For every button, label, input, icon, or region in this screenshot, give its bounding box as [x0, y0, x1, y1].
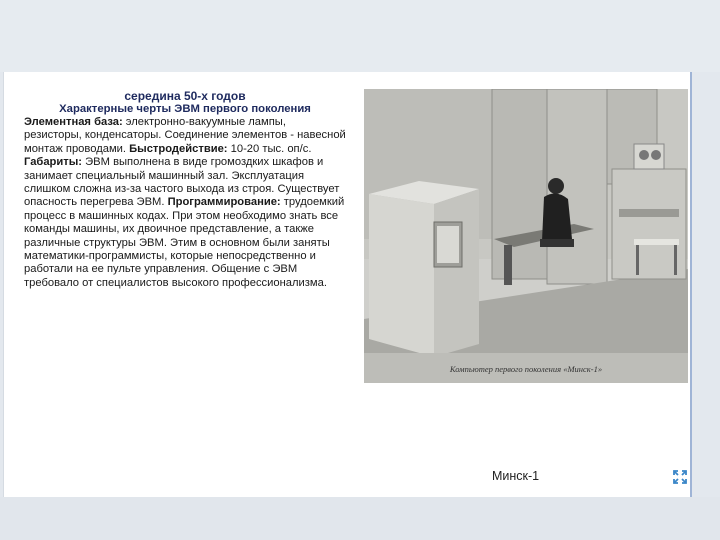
chair-seat: [540, 239, 574, 247]
side-table-top: [634, 239, 679, 245]
tall-cabinet-1: [492, 89, 547, 279]
term-label: Быстродействие:: [129, 142, 228, 155]
term-label: Габариты:: [24, 156, 83, 169]
front-cabinet-left: [369, 194, 434, 357]
operator-body: [542, 193, 572, 241]
operator-head: [548, 178, 564, 194]
expand-arrows-icon[interactable]: [673, 470, 687, 484]
text-block: [24, 90, 346, 290]
slide-subheading: Характерные черты ЭВМ первого поколения: [59, 103, 311, 115]
photo-illustration: [364, 89, 688, 383]
slide-caption: Минск-1: [492, 469, 540, 483]
slide-heading: середина 50-х годов: [124, 89, 246, 103]
front-cabinet-right: [434, 189, 479, 357]
paragraph-text: электронно-вакуумные лампы, резисторы, конденсаторы. Соединение элементов - навесной монтаж проводами.: [24, 116, 346, 155]
top-band: [0, 0, 720, 72]
side-table-leg-1: [636, 245, 639, 275]
photo-caption: Компьютер первого поколения «Минск-1»: [449, 364, 603, 374]
slide: [3, 72, 692, 497]
paragraph-text: 10-20 тыс. оп/с.: [227, 142, 312, 155]
computer-photo: [364, 89, 688, 383]
term-label: Элементная база:: [24, 116, 123, 128]
slide-border-accent: [690, 72, 692, 497]
right-shelf: [619, 209, 679, 217]
tape-reel-2: [651, 150, 661, 160]
bottom-band: [0, 497, 720, 540]
tape-reel-1: [639, 150, 649, 160]
desk-leg: [504, 245, 512, 285]
side-table-leg-2: [674, 245, 677, 275]
cabinet-panel-inner: [437, 226, 459, 263]
term-label: Программирование:: [167, 196, 281, 209]
paragraph-text: трудоемкий процесс в машинных кодах. При этом необходимо знать все команды машины, их двоичное представление, а также различные структуры ЭВМ. Этим в основном были заняты математики-программисты, которые непосредственно и работали на ее пульте управления. Общение с ЭВМ требовало от специалистов высокого профессионализма.: [24, 196, 345, 289]
paragraph-text: ЭВМ выполнена в виде громоздких шкафов и занимает специальный машинный зал. Эксплуатация слишком сложна из-за частого выхода из строя. Существует опасность перегрева ЭВМ.: [24, 156, 340, 209]
body-paragraph: [24, 116, 346, 290]
